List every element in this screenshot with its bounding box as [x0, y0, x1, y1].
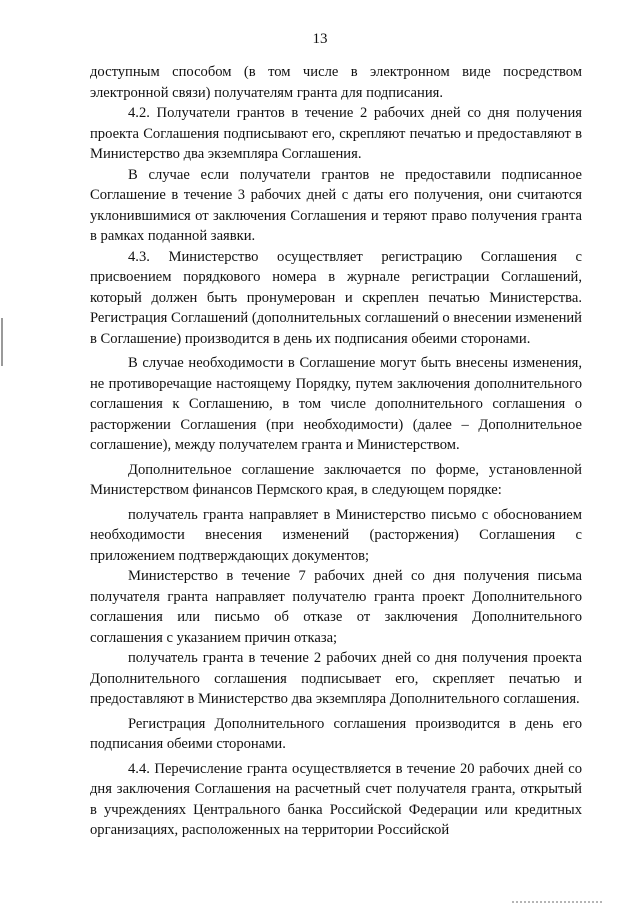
paragraph-step-signing: получатель гранта в течение 2 рабочих дней со дня получения проекта Дополнительного соглашения подписывает его, скрепляет печатью и предоставляют в Министерство два экземпляра Дополнительного соглашения. — [90, 650, 582, 707]
paragraph-step-ministry: Министерство в течение 7 рабочих дней со дня получения письма получателя гранта направляет получателю гранта проект Дополнительного соглашения или письмо об отказе от заключения Дополнительного соглашения с указанием причин отказа; — [90, 568, 582, 646]
paragraph-4-3: 4.3. Министерство осуществляет регистрацию Соглашения с присвоением порядкового номера в журнале регистрации Соглашений, который должен быть пронумерован и скреплен печатью Министерства. Регистрация Соглашений (дополнительных соглашений о внесении изменений в Соглашение) производится в день их подписания обеими сторонами. — [90, 248, 582, 347]
paragraph-step-letter: получатель гранта направляет в Министерство письмо с обоснованием необходимости внесения изменений (расторжения) Соглашения с приложением подтверждающих документов; — [90, 506, 582, 564]
document-body — [90, 62, 582, 841]
paragraph-refusal: В случае если получатели грантов не предоставили подписанное Соглашение в течение 3 рабочих дней с даты его получения, они считаются уклонившимися от заключения Соглашения и теряют право получения гранта в рамках поданной заявки. — [90, 166, 582, 244]
paragraph-amendments: В случае необходимости в Соглашение могут быть внесены изменения, не противоречащие настоящему Порядку, путем заключения дополнительного соглашения к Соглашению, в том числе дополнительного соглашения о расторжении Соглашения (при необходимости) (далее – Дополнительное соглашение), между получателем гранта и Министерством. — [90, 355, 582, 453]
paragraph-4-4: 4.4. Перечисление гранта осуществляется в течение 20 рабочих дней со дня заключения Соглашения на расчетный счет получателя гранта, открытый в учреждениях Центрального банка Российской Федерации или кредитных организациях, расположенных на территории Российской — [90, 760, 582, 838]
paragraph-continuation: доступным способом (в том числе в электронном виде посредством электронной связи) получателям гранта для подписания. — [90, 64, 582, 101]
page-number: 13 — [312, 31, 328, 47]
paragraph-4-2: 4.2. Получатели грантов в течение 2 рабочих дней со дня получения проекта Соглашения подписывают его, скрепляют печатью и предоставляют в Министерство два экземпляра Соглашения. — [90, 105, 582, 162]
paragraph-registration: Регистрация Дополнительного соглашения производится в день его подписания обеими сторонами. — [90, 715, 582, 752]
scan-artifact — [512, 899, 602, 903]
scan-margin-mark — [1, 318, 3, 366]
paragraph-procedure: Дополнительное соглашение заключается по форме, установленной Министерством финансов Пермского края, в следующем порядке: — [90, 461, 582, 498]
